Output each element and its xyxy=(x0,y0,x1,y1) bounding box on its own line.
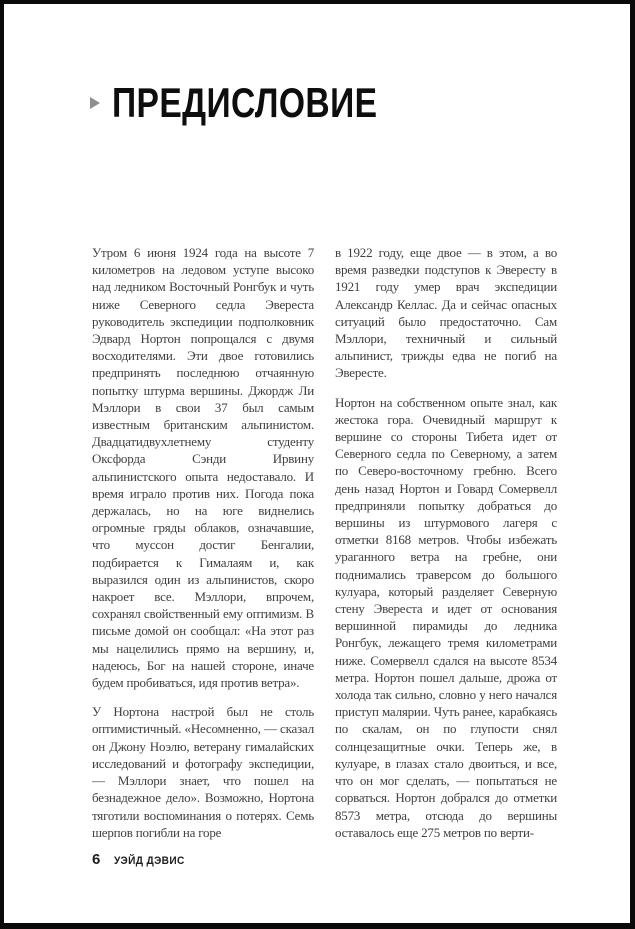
book-page xyxy=(4,4,630,923)
chapter-heading xyxy=(90,79,444,126)
page-title: ПРЕДИСЛОВИЕ xyxy=(112,79,378,126)
page-footer xyxy=(92,852,191,867)
section-marker-icon xyxy=(90,97,100,109)
text-columns xyxy=(92,244,558,841)
page-number: 6 xyxy=(92,851,101,868)
paragraph: Нортон на собственном опыте знал, как жестока гора. Очевидный маршрут к вершине со стороны Тибета идет от Северного седла по Северному, а затем по Северо-восточному гребню. Всего день назад Нортон и Говард Сомервелл предприняли попытку добраться до вершины из штурмового лагеря с отметки 8168 метров. Чтобы избежать ураганного ветра на гребне, они поднимались траверсом до большого кулуара, который разделяет Северную стену Эвереста и идет от основания вершинной пирамиды до ледника Ронгбук, лежащего тремя километрами ниже. Сомервелл сдался на высоте 8534 метра. Нортон пошел дальше, дрожа от холода так сильно, словно у него начался приступ малярии. Чуть ранее, карабкаясь по скалам, он по глупости снял солнцезащитные очки. Теперь же, в кулуаре, в глазах стало двоиться, и все, что он мог сделать, — попытаться не сорваться. Нортон добрался до отметки 8573 метра, отсюда до вершины оставалось еще 275 метров по верти- xyxy=(335,394,557,840)
left-column xyxy=(92,244,314,841)
paragraph: в 1922 году, еще двое — в этом, а во время разведки подступов к Эвересту в 1921 году умер врач экспедиции Александр Келлас. Да и сейчас опасных ситуаций было предостаточно. Сам Мэллори, техничный и сильный альпинист, трижды едва не погиб на Эвересте. xyxy=(335,245,557,381)
running-title-author: УЭЙД ДЭВИС xyxy=(114,855,185,867)
right-column xyxy=(335,244,557,841)
paragraph: У Нортона настрой был не столь оптимистичный. «Несомненно, — сказал он Джону Ноэлю, ветерану гималайских исследований и фотографу экспедиции, — Мэллори знает, что пошел на безнадежное дело». Возможно, Нортона тяготили воспоминания о потерях. Семь шерпов погибли на горе xyxy=(92,704,314,840)
paragraph: Утром 6 июня 1924 года на высоте 7 километров на ледовом уступе высоко над ледником Восточный Ронгбук и чуть ниже Северного седла Эвереста руководитель экспедиции подполковник Эдвард Нортон попрощался с двумя восходителями. Эти двое готовились предпринять последнюю отчаянную попытку штурма вершины. Джордж Ли Мэллори в свои 37 был самым известным британским альпинистом. Двадцатидвухлетнему студенту Оксфорда Сэнди Ирвину альпинистского опыта недоставало. И время играло против них. Погода пока держалась, но на юге виднелись огромные гряды облаков, означавшие, что муссон достиг Бенгалии, подбирается к Гималаям и, как выразился один из альпинистов, скоро накроет все. Мэллори, впрочем, сохранял свойственный ему оптимизм. В письме домой он сообщал: «На этот раз мы нацелились прямо на вершину, и, надеюсь, Бог на нашей стороне, иначе будем пробиваться, идя против ветра». xyxy=(92,245,314,691)
